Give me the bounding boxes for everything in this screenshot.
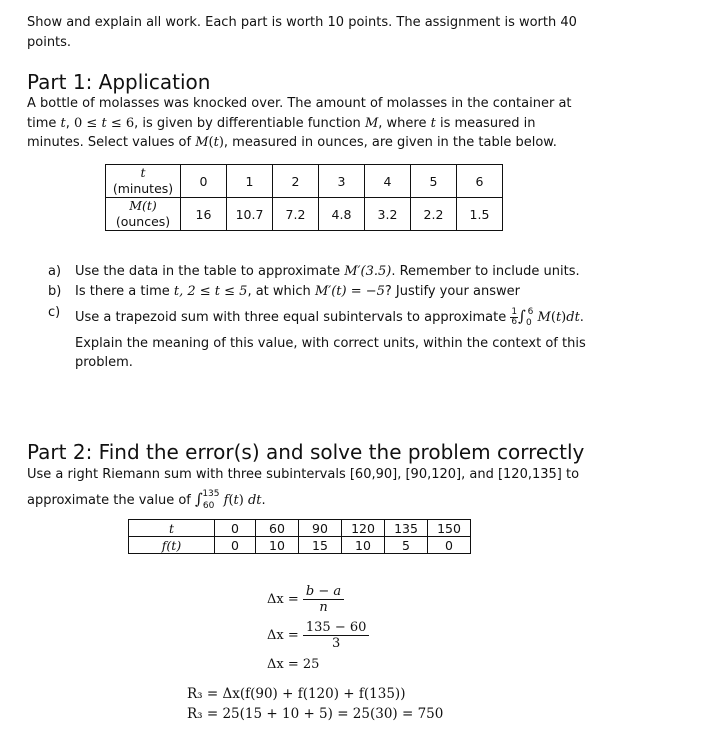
table-row (106, 198, 503, 231)
table-cell: 2 (273, 165, 319, 198)
table-cell: 0 (181, 165, 227, 198)
table-cell: 5 (385, 537, 428, 554)
part1-title: Part 1: Application (27, 70, 211, 94)
table-row (106, 165, 503, 198)
molasses-table (105, 164, 503, 231)
riemann-sum-line-2: R₃ = 25(15 + 10 + 5) = 25(30) = 750 (187, 706, 444, 722)
table-cell: 5 (411, 165, 457, 198)
table-cell: 0 (215, 537, 256, 554)
question-b: b) Is there a time t, 2 ≤ t ≤ 5, at which M′(t) = −5? Justify your answer (48, 283, 520, 299)
part2-title: Part 2: Find the error(s) and solve the problem correctly (27, 440, 585, 464)
riemann-table (128, 519, 471, 554)
table-cell: 120 (342, 520, 385, 537)
table-cell: 1 (227, 165, 273, 198)
part1-description: A bottle of molasses was knocked over. The amount of molasses in the container at time t, 0 ≤ t ≤ 6, is given by differentiable function M, where t is measured in minutes. Select values of M(t), measured in ounces, are given in the table below. (27, 96, 572, 150)
table-cell: 10 (342, 537, 385, 554)
delta-x-result: Δx = 25 (267, 657, 320, 672)
table-cell: 16 (181, 198, 227, 231)
table-cell: 3.2 (365, 198, 411, 231)
table-cell: 90 (299, 520, 342, 537)
table-cell: 6 (457, 165, 503, 198)
fraction-one-sixth: $\frac{1}{6}$ (511, 307, 518, 327)
table-cell: 2.2 (411, 198, 457, 231)
table-cell: 0 (215, 520, 256, 537)
table-cell: 150 (428, 520, 471, 537)
table-cell: 60 (256, 520, 299, 537)
table-cell: 7.2 (273, 198, 319, 231)
table-cell: 4 (365, 165, 411, 198)
table-header: t (minutes) (106, 165, 181, 198)
table-cell: 10.7 (227, 198, 273, 231)
table-cell: 15 (299, 537, 342, 554)
delta-x-substitution: Δx = $\frac{135 - 60}{3}$ (267, 620, 369, 651)
instructions: Show and explain all work. Each part is worth 10 points. The assignment is worth 40 points. (27, 15, 577, 50)
question-c: c) Use a trapezoid sum with three equal subintervals to approximate $\frac{1}{6}$ $\int_0^6$ M(t)dt. Explain the meaning of this value, with correct units, within the context of this problem. (48, 305, 586, 370)
delta-x-formula: Δx = $\frac{b - a}{n}$ (267, 584, 344, 615)
table-row (129, 520, 471, 537)
table-row (129, 537, 471, 554)
riemann-sum-line-1: R₃ = Δx(f(90) + f(120) + f(135)) (187, 686, 406, 702)
part1-questions (48, 262, 668, 373)
question-a: a) Use the data in the table to approximate M′(3.5). Remember to include units. (48, 264, 580, 279)
table-header: f(t) (129, 537, 215, 554)
table-header: t (129, 520, 215, 537)
table-cell: 3 (319, 165, 365, 198)
part2-description: Use a right Riemann sum with three subintervals [60,90], [90,120], and [120,135] to approximate the value of $\int_{60}^{135}$ f(t) dt. (27, 467, 580, 511)
table-cell: 0 (428, 537, 471, 554)
table-cell: 10 (256, 537, 299, 554)
table-cell: 1.5 (457, 198, 503, 231)
table-cell: 4.8 (319, 198, 365, 231)
table-cell: 135 (385, 520, 428, 537)
table-header: M(t) (ounces) (106, 198, 181, 231)
